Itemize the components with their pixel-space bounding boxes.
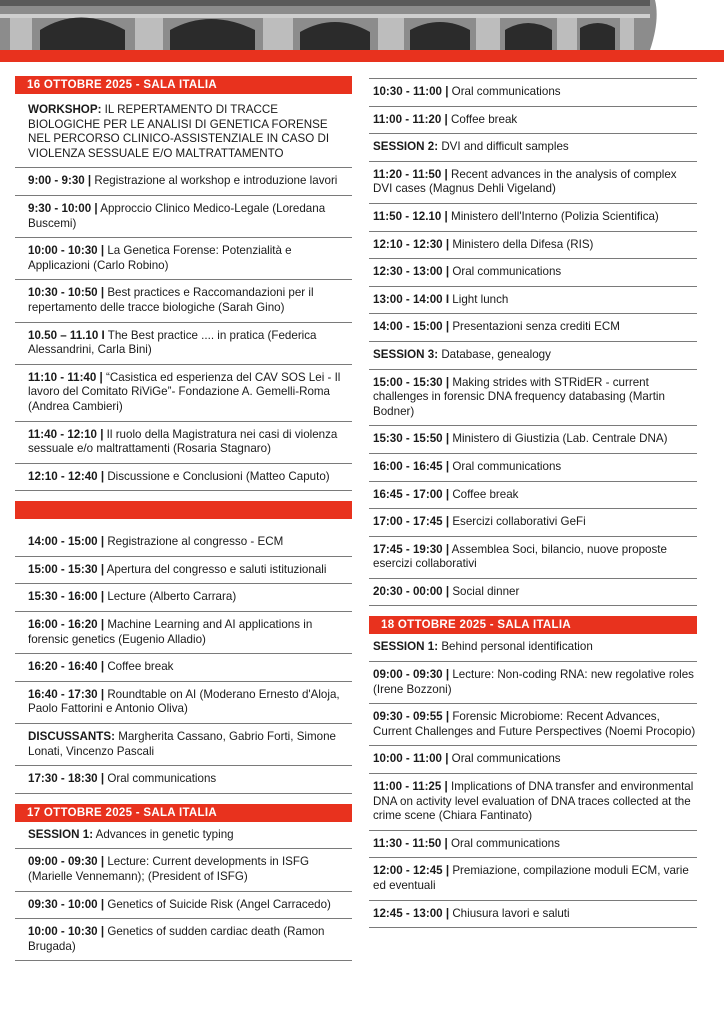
schedule-item xyxy=(369,204,697,232)
schedule-text: Roundtable on AI (Moderano Ernesto d'Aloja, Paolo Fattorini e Antonio Oliva) xyxy=(28,687,340,716)
schedule-text: Light lunch xyxy=(452,292,509,306)
day2-schedule xyxy=(15,849,352,961)
schedule-time: 16:20 - 16:40 | xyxy=(28,660,105,674)
schedule-text: Coffee break xyxy=(107,660,174,674)
day1-schedule xyxy=(15,168,352,491)
schedule-time: 12:10 - 12:40 | xyxy=(28,469,105,483)
schedule-text: Machine Learning and AI applications in forensic genetics (Eugenio Alladio) xyxy=(28,618,313,646)
schedule-text: Ministero di Giustizia (Lab. Centrale DNA) xyxy=(452,432,668,446)
schedule-time: 09:00 - 09:30 | xyxy=(28,855,105,869)
schedule-text: Forensic Microbiome: Recent Advances, Current Challenges and Future Perspectives (Noemi Procopio) xyxy=(373,710,696,738)
colosseum-illustration xyxy=(0,0,724,50)
left-column xyxy=(15,76,352,961)
schedule-item xyxy=(15,168,352,196)
schedule-text: Recent advances in the analysis of complex DVI cases (Magnus Dehli Vigeland) xyxy=(373,167,677,196)
schedule-time: 13:00 - 14:00 I xyxy=(373,292,450,306)
schedule-text: Presentazioni senza crediti ECM xyxy=(452,320,620,334)
day2-session2 xyxy=(369,134,697,162)
session-label: SESSION 1: xyxy=(28,827,94,841)
schedule-time: 12:30 - 13:00 | xyxy=(373,265,450,279)
schedule-time: 10:00 - 10:30 | xyxy=(28,925,105,939)
schedule-item xyxy=(15,323,352,365)
schedule-item xyxy=(369,79,697,107)
session3-title: Database, genealogy xyxy=(441,347,551,361)
day3-session-title: Behind personal identification xyxy=(441,640,593,654)
schedule-text: Lecture (Alberto Carrara) xyxy=(107,590,237,604)
schedule-time: 16:40 - 17:30 | xyxy=(28,687,105,701)
day3-session-label: SESSION 1: xyxy=(373,640,439,654)
schedule-text: Coffee break xyxy=(451,112,518,126)
schedule-text: Oral communications xyxy=(451,836,560,850)
schedule-item xyxy=(15,464,352,492)
schedule-text: Esercizi collaborativi GeFi xyxy=(452,515,586,529)
schedule-text: Oral communications xyxy=(107,772,217,786)
schedule-time: 11:00 - 11:25 | xyxy=(373,780,448,794)
schedule-text: Oral communications xyxy=(451,752,561,766)
schedule-time: 14:00 - 15:00 | xyxy=(373,320,450,334)
schedule-time: 17:00 - 17:45 | xyxy=(373,515,450,529)
schedule-text: Making strides with STRidER - current challenges in forensic DNA frequency databasing (Martin Bodner) xyxy=(373,375,665,418)
schedule-time: 09:00 - 09:30 | xyxy=(373,668,450,682)
schedule-item xyxy=(15,422,352,464)
schedule-time: 17:45 - 19:30 | xyxy=(373,542,450,556)
schedule-time: 12:00 - 12:45 | xyxy=(373,864,450,878)
schedule-item xyxy=(15,280,352,322)
day2-session3 xyxy=(369,342,697,370)
schedule-text: Discussione e Conclusioni (Matteo Caputo) xyxy=(107,469,330,483)
day1-afternoon-schedule xyxy=(15,529,352,794)
schedule-time: 20:30 - 00:00 | xyxy=(373,584,450,598)
schedule-item xyxy=(369,454,697,482)
schedule-time: 09:30 - 09:55 | xyxy=(373,710,450,724)
schedule-time: 9:00 - 9:30 | xyxy=(28,174,92,188)
schedule-item xyxy=(369,162,697,204)
schedule-time: 10.50 – 11.10 I xyxy=(28,328,105,342)
schedule-item xyxy=(369,370,697,427)
schedule-text: Genetics of Suicide Risk (Angel Carracedo) xyxy=(107,897,331,911)
schedule-item xyxy=(15,584,352,612)
schedule-time: DISCUSSANTS: xyxy=(28,730,115,744)
schedule-item xyxy=(15,238,352,280)
schedule-time: 11:40 - 12:10 | xyxy=(28,427,104,441)
schedule-item xyxy=(369,537,697,579)
day1-afternoon-header xyxy=(15,501,352,519)
schedule-text: Social dinner xyxy=(452,584,520,598)
day3-session1 xyxy=(369,634,697,662)
schedule-text: Registrazione al congresso - ECM xyxy=(107,535,284,549)
schedule-text: Implications of DNA transfer and environmental DNA on activity level evaluation of DNA traces collected at the crime scene (Chiara Fantinato) xyxy=(373,780,694,823)
schedule-item xyxy=(369,901,697,929)
schedule-text: Ministero della Difesa (RIS) xyxy=(452,237,594,251)
day2-session2-schedule xyxy=(369,162,697,342)
schedule-item xyxy=(369,858,697,900)
schedule-item xyxy=(15,892,352,920)
schedule-time: 11:00 - 11:20 | xyxy=(373,112,448,126)
schedule-time: 10:30 - 11:00 | xyxy=(373,85,449,98)
schedule-time: 16:45 - 17:00 | xyxy=(373,487,450,501)
schedule-item xyxy=(369,746,697,774)
schedule-time: 15:30 - 16:00 | xyxy=(28,590,105,604)
schedule-text: Lecture: Non-coding RNA: new regolative roles (Irene Bozzoni) xyxy=(373,668,694,696)
schedule-text: Ministero dell'Interno (Polizia Scientifica) xyxy=(451,209,659,223)
schedule-text: Coffee break xyxy=(452,487,519,501)
schedule-text: Approccio Clinico Medico-Legale (Loredana Buscemi) xyxy=(28,201,326,230)
schedule-time: 15:00 - 15:30 | xyxy=(373,375,450,389)
schedule-item xyxy=(369,259,697,287)
schedule-item xyxy=(369,426,697,454)
schedule-time: 12:45 - 13:00 | xyxy=(373,906,450,920)
day2-session1 xyxy=(15,822,352,850)
schedule-time: 10:30 - 10:50 | xyxy=(28,286,105,300)
schedule-item xyxy=(15,682,352,724)
schedule-item xyxy=(369,287,697,315)
schedule-time: 9:30 - 10:00 | xyxy=(28,201,98,215)
day3-header: 18 OTTOBRE 2025 - SALA ITALIA xyxy=(369,616,697,634)
schedule-text: Oral communications xyxy=(452,265,562,279)
schedule-text: Registrazione al workshop e introduzione lavori xyxy=(94,174,338,188)
schedule-item xyxy=(369,704,697,746)
session3-label: SESSION 3: xyxy=(373,347,439,361)
schedule-item xyxy=(15,557,352,585)
schedule-item xyxy=(369,662,697,704)
schedule-text: Lecture: Current developments in ISFG (Marielle Vennemann); (President of ISFG) xyxy=(28,855,310,883)
schedule-item xyxy=(369,831,697,859)
schedule-time: 11:50 - 12.10 | xyxy=(373,209,448,223)
schedule-item xyxy=(15,654,352,682)
schedule-text: Genetics of sudden cardiac death (Ramon Brugada) xyxy=(28,925,325,953)
schedule-time: 09:30 - 10:00 | xyxy=(28,897,105,911)
session-title: Advances in genetic typing xyxy=(95,827,234,841)
colosseum-banner xyxy=(0,0,724,50)
schedule-text: Margherita Cassano, Gabrio Forti, Simone Lonati, Vincenzo Pascali xyxy=(28,730,336,758)
schedule-text: Oral communications xyxy=(451,85,561,98)
session2-title: DVI and difficult samples xyxy=(441,140,569,154)
red-accent-bar xyxy=(0,50,724,62)
schedule-text: The Best practice .... in pratica (Federica Alessandrini, Carla Bini) xyxy=(28,328,317,357)
session2-label: SESSION 2: xyxy=(373,140,439,154)
schedule-text: “Casistica ed esperienza del CAV SOS Lei - Il lavoro del Comitato RiViGe”- Fondazione A. Gemelli-Roma (Andrea Cambieri) xyxy=(28,370,341,413)
schedule-text: Best practices e Raccomandazioni per il repertamento delle tracce biologiche (Sarah Gino) xyxy=(28,286,314,314)
schedule-item xyxy=(15,766,352,794)
schedule-item xyxy=(369,482,697,510)
schedule-item xyxy=(15,849,352,891)
schedule-time: 16:00 - 16:20 | xyxy=(28,618,105,632)
schedule-time: 16:00 - 16:45 | xyxy=(373,459,450,473)
workshop-text: IL REPERTAMENTO DI TRACCE BIOLOGICHE PER LE ANALISI DI GENETICA FORENSE NEL PERCORSO CLINICO-ASSISTENZIALE IN CASO DI VIOLENZA SESSUALE E/O MALTRATTAMENTO xyxy=(28,103,330,160)
schedule-text: La Genetica Forense: Potenzialità e Applicazioni (Carlo Robino) xyxy=(28,244,292,272)
schedule-time: 14:00 - 15:00 | xyxy=(28,535,105,549)
schedule-item xyxy=(15,919,352,961)
schedule-item xyxy=(369,314,697,342)
day1-header: 16 OTTOBRE 2025 - SALA ITALIA xyxy=(15,76,352,94)
schedule-text: Premiazione, compilazione moduli ECM, varie ed eventuali xyxy=(373,864,689,892)
schedule-text: Chiusura lavori e saluti xyxy=(452,906,570,920)
schedule-text: Assemblea Soci, bilancio, nuove proposte esercizi collaborativi xyxy=(373,542,667,571)
schedule-time: 12:10 - 12:30 | xyxy=(373,237,450,251)
right-column xyxy=(369,78,697,928)
day2-morning-schedule xyxy=(369,79,697,134)
schedule-item xyxy=(15,724,352,766)
schedule-item xyxy=(369,774,697,831)
schedule-time: 10:00 - 11:00 | xyxy=(373,752,449,766)
schedule-time: 15:00 - 15:30 | xyxy=(28,562,105,576)
schedule-text: Apertura del congresso e saluti istituzionali xyxy=(106,562,327,576)
day2-header: 17 OTTOBRE 2025 - SALA ITALIA xyxy=(15,804,352,822)
schedule-time: 11:30 - 11:50 | xyxy=(373,836,448,850)
schedule-time: 10:00 - 10:30 | xyxy=(28,244,105,258)
schedule-item xyxy=(369,509,697,537)
workshop-label: WORKSHOP: xyxy=(28,103,102,116)
schedule-time: 15:30 - 15:50 | xyxy=(373,432,450,446)
schedule-text: Il ruolo della Magistratura nei casi di violenza sessuale e/o maltrattamenti (Rosaria Stagnaro) xyxy=(28,427,338,456)
day2-session3-schedule xyxy=(369,370,697,607)
day3-schedule xyxy=(369,662,697,928)
schedule-item xyxy=(15,529,352,557)
schedule-item xyxy=(369,579,697,607)
schedule-item xyxy=(15,612,352,654)
workshop-title xyxy=(15,94,352,168)
schedule-text: Oral communications xyxy=(452,459,562,473)
schedule-item xyxy=(369,107,697,135)
schedule-item xyxy=(369,232,697,260)
schedule-item xyxy=(15,196,352,238)
schedule-time: 11:10 - 11:40 | xyxy=(28,370,103,384)
schedule-time: 11:20 - 11:50 | xyxy=(373,167,448,181)
schedule-time: 17:30 - 18:30 | xyxy=(28,772,105,786)
schedule-item xyxy=(15,365,352,422)
